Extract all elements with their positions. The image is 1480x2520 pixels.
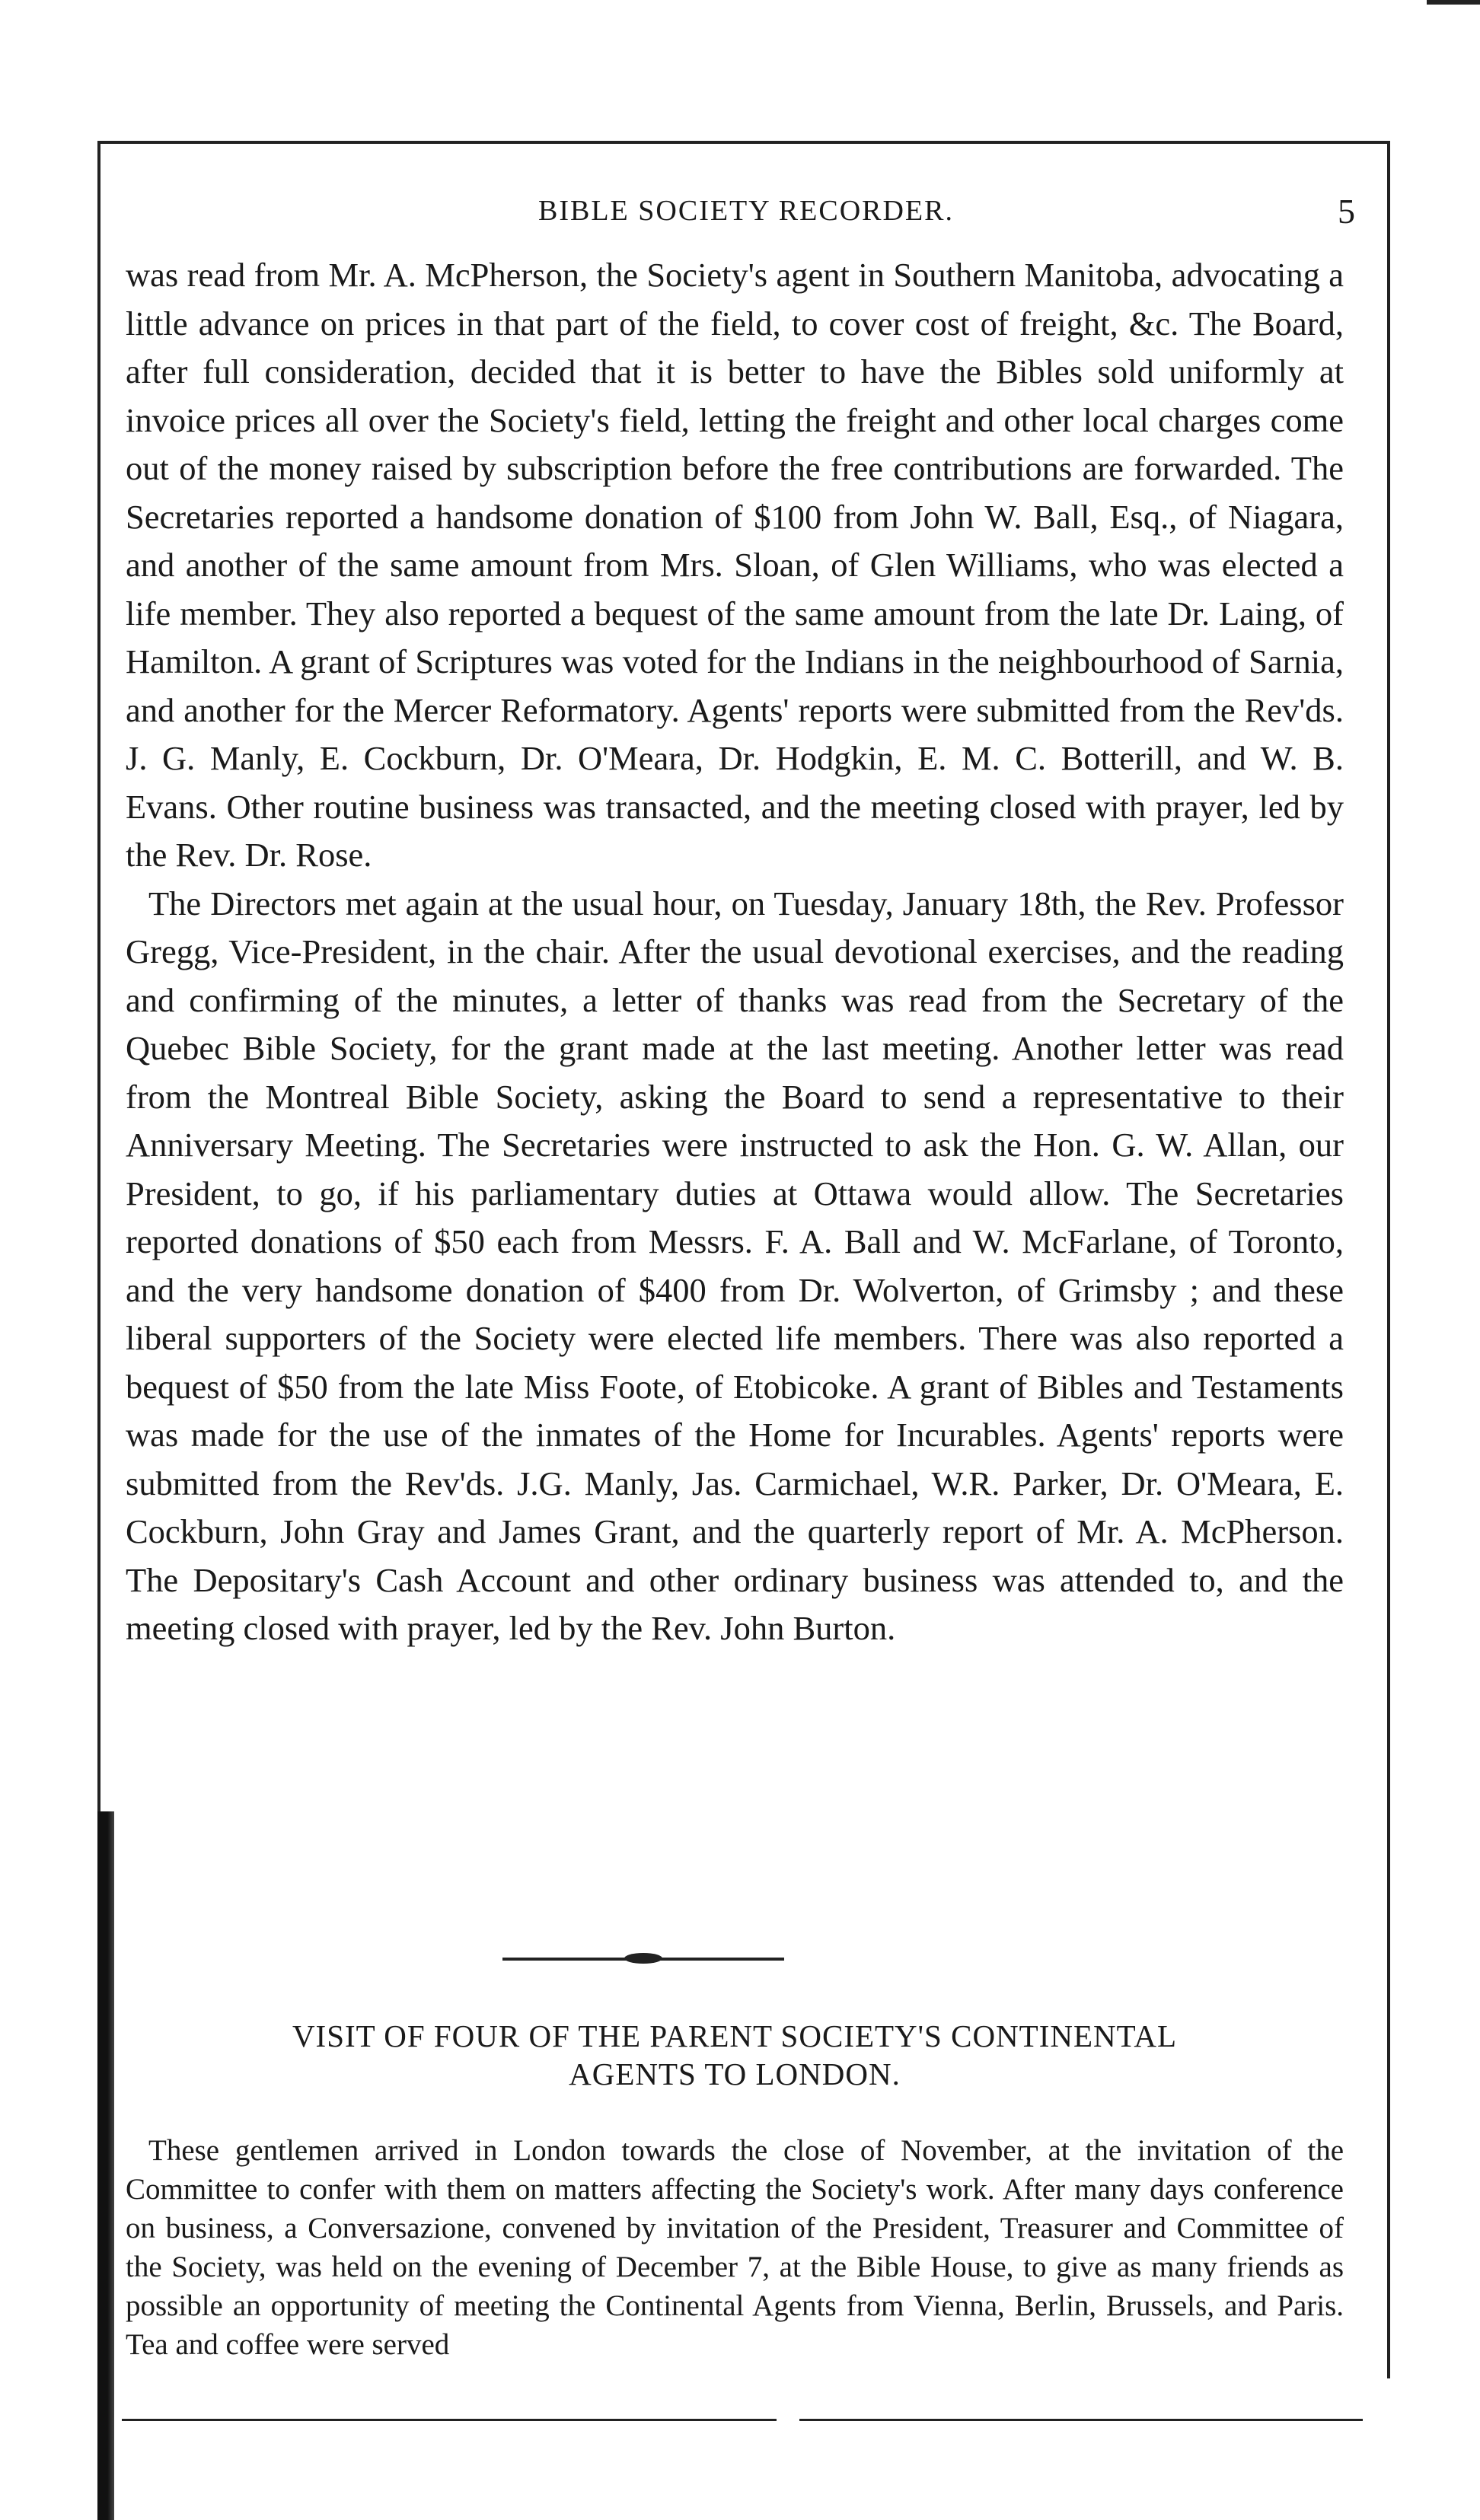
page-number: 5 <box>1338 192 1355 231</box>
corner-mark <box>1427 0 1480 5</box>
paragraph: The Directors met again at the usual hour, on Tuesday, January 18th, the Rev. Professor Gregg, Vice-President, in the chair. After the usual devotional exercises, and the reading and confirming of the minutes, a letter of thanks was read from the Secretary of the Quebec Bible Society, for the grant made at the last meeting. Another letter was read from the Montreal Bible Society, asking the Board to send a representative to their Anniversary Meeting. The Secretaries were instructed to ask the Hon. G. W. Allan, our President, to go, if his parliamentary duties at Ottawa would allow. The Secretaries reported donations of $50 each from Messrs. F. A. Ball and W. McFarlane, of Toronto, and the very handsome donation of $400 from Dr. Wolverton, of Grimsby ; and these liberal supporters of the Society were elected life members. There was also reported a bequest of $50 from the late Miss Foote, of Etobicoke. A grant of Bibles and Testaments was made for the use of the inmates of the Home for Incurables. Agents' reports were submitted from the Rev'ds. J.G. Manly, Jas. Carmichael, W.R. Parker, Dr. O'Meara, E. Cockburn, John Gray and James Grant, and the quarterly report of Mr. A. McPherson. The Depositary's Cash Account and other ordinary business was attended to, and the meeting closed with prayer, led by the Rev. John Burton. <box>126 884 1344 1647</box>
right-rule <box>1387 141 1390 2378</box>
section-title-line: VISIT OF FOUR OF THE PARENT SOCIETY'S CONTINENTAL <box>292 2018 1178 2053</box>
bottom-rule <box>122 2419 777 2421</box>
top-rule <box>97 141 1390 144</box>
paragraph: These gentlemen arrived in London towards the close of November, at the invitation of the Committee to confer with them on matters affecting the Society's work. After many days conference on business, a Conversazione, convened by invitation of the President, Treasurer and Committee of the Society, was held on the evening of December 7, at the Bible House, to give as many friends as possible an opportunity of meeting the Continental Agents from Vienna, Berlin, Brussels, and Paris. Tea and coffee were served <box>126 2134 1344 2361</box>
running-head: BIBLE SOCIETY RECORDER. <box>538 195 954 227</box>
binding-edge <box>97 1811 114 2520</box>
page-header <box>122 194 1370 240</box>
section-body <box>126 2131 1344 2364</box>
section-title-line: AGENTS TO LONDON. <box>569 2056 901 2092</box>
paragraph: was read from Mr. A. McPherson, the Society's agent in Southern Manitoba, advocating a little advance on prices in that part of the field, to cover cost of freight, &c. The Board, after full consideration, decided that it is better to have the Bibles sold uniformly at invoice prices all over the Society's field, letting the freight and other local charges come out of the money raised by subscription before the free contributions are forwarded. The Secretaries reported a handsome donation of $100 from John W. Ball, Esq., of Niagara, and another of the same amount from Mrs. Sloan, of Glen Williams, who was elected a life member. They also reported a bequest of the same amount from the late Dr. Laing, of Hamilton. A grant of Scriptures was voted for the Indians in the neighbourhood of Sarnia, and another for the Mercer Reformatory. Agents' reports were submitted from the Rev'ds. J. G. Manly, E. Cockburn, Dr. O'Meara, Dr. Hodgkin, E. M. C. Botterill, and W. B. Evans. Other routine business was transacted, and the meeting closed with prayer, led by the Rev. Dr. Rose. <box>126 256 1344 874</box>
bottom-rule <box>799 2419 1363 2421</box>
divider-ornament <box>624 1953 662 1964</box>
article-body <box>126 251 1344 1653</box>
section-title <box>126 2017 1344 2093</box>
